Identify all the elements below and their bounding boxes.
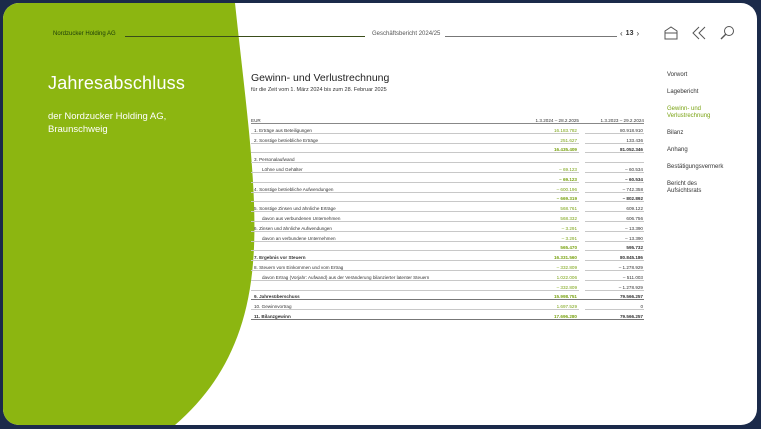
row-label: 6. Zinsen und ähnliche Aufwendungen	[251, 221, 509, 231]
table-row	[251, 153, 644, 163]
column-2024-header	[509, 109, 579, 124]
green-panel	[3, 3, 263, 425]
row-label	[251, 280, 509, 290]
column-2023-line2: – 29.2.2024	[619, 118, 644, 123]
column-2024-line1: 1.3.2024	[535, 118, 554, 123]
toc-item[interactable]: Bericht des Aufsichtsrats	[667, 181, 702, 194]
table-row	[251, 251, 644, 261]
value-2023: 79.566.257	[585, 310, 644, 320]
table-row	[251, 280, 644, 290]
double-chevron-left-icon[interactable]	[691, 25, 707, 41]
value-2024: – 69.123	[509, 172, 579, 182]
value-2024: – 332.809	[509, 261, 579, 271]
table-row	[251, 172, 644, 182]
value-2023: – 13.390	[585, 221, 644, 231]
value-2023: 606.756	[585, 212, 644, 222]
row-label	[251, 143, 509, 153]
table-row	[251, 212, 644, 222]
value-2023: 133.436	[585, 133, 644, 143]
company-name: Nordzucker Holding AG	[53, 31, 116, 37]
value-2023: – 60.534	[585, 172, 644, 182]
table-row	[251, 270, 644, 280]
value-2024: 565.470	[509, 241, 579, 251]
value-2024: 568.761	[509, 202, 579, 212]
chevron-left-icon[interactable]: ‹	[620, 29, 623, 38]
row-label: 10. Gewinnvortrag	[251, 300, 509, 310]
toc-item[interactable]: Vorwort	[667, 72, 688, 78]
value-2024	[509, 153, 579, 163]
value-2024: – 600.196	[509, 182, 579, 192]
value-2023: 79.566.257	[585, 290, 644, 300]
table-row	[251, 231, 644, 241]
table-row	[251, 192, 644, 202]
value-2024: 16.183.782	[509, 124, 579, 134]
table-row	[251, 310, 644, 320]
value-2023: 81.052.346	[585, 143, 644, 153]
table-row	[251, 182, 644, 192]
statement-title: Gewinn- und Verlustrechnung	[251, 72, 390, 84]
toc-item[interactable]: Bestätigungsvermerk	[667, 164, 724, 170]
row-label: Löhne und Gehälter	[251, 163, 509, 173]
value-2024: – 669.319	[509, 192, 579, 202]
toc-item[interactable]: Gewinn- und Verlustrechnung	[667, 106, 711, 119]
value-2023: – 13.390	[585, 231, 644, 241]
table-row	[251, 143, 644, 153]
section-subtitle: der Nordzucker Holding AG, Braunschweig	[48, 111, 167, 135]
page-frame	[3, 3, 757, 425]
value-2023: – 802.892	[585, 192, 644, 202]
value-2023: 595.732	[585, 241, 644, 251]
column-2023-line1: 1.3.2023	[600, 118, 619, 123]
row-label: 11. Bilanzgewinn	[251, 310, 509, 320]
header-divider	[445, 36, 617, 37]
row-label: davon Ertrag (Vorjahr: Aufwand) aus der Veränderung bilanzierter latenter Steuern	[251, 270, 509, 280]
value-2023: 609.122	[585, 202, 644, 212]
table-header	[251, 109, 644, 124]
statement-period: für die Zeit vom 1. März 2024 bis zum 28. Februar 2025	[251, 87, 387, 93]
value-2023: 80.845.186	[585, 251, 644, 261]
pager	[620, 29, 639, 38]
toc-item[interactable]: Bilanz	[667, 130, 684, 136]
table-row	[251, 261, 644, 271]
search-icon[interactable]	[719, 25, 735, 41]
value-2023	[585, 153, 644, 163]
table-row	[251, 202, 644, 212]
value-2023: – 511.003	[585, 270, 644, 280]
table-row	[251, 221, 644, 231]
value-2023: – 1.278.929	[585, 280, 644, 290]
section-title: Jahresabschluss	[48, 73, 186, 93]
row-label: 7. Ergebnis vor Steuern	[251, 251, 509, 261]
row-label: 2. Sonstige betriebliche Erträge	[251, 133, 509, 143]
value-2024: 1.697.529	[509, 300, 579, 310]
value-2024: 568.332	[509, 212, 579, 222]
chevron-right-icon[interactable]: ›	[636, 29, 640, 38]
row-label: 4. Sonstige betriebliche Aufwendungen	[251, 182, 509, 192]
value-2023: – 60.534	[585, 163, 644, 173]
value-2024: 16.331.560	[509, 251, 579, 261]
table-of-contents	[667, 72, 727, 205]
row-label: 3. Personalaufwand	[251, 153, 509, 163]
row-label	[251, 192, 509, 202]
value-2023: – 742.358	[585, 182, 644, 192]
value-2023: – 1.278.929	[585, 261, 644, 271]
unit-header: EUR	[251, 109, 509, 124]
value-2023: 80.918.910	[585, 124, 644, 134]
value-2024: 251.627	[509, 133, 579, 143]
value-2023: 0	[585, 300, 644, 310]
page-number: 13	[625, 30, 634, 37]
row-label	[251, 241, 509, 251]
row-label: davon aus verbundenen Unternehmen	[251, 212, 509, 222]
row-label: 5. Sonstige Zinsen und ähnliche Erträge	[251, 202, 509, 212]
table-row	[251, 133, 644, 143]
toolbar	[663, 25, 735, 41]
row-label: davon an verbundene Unternehmen	[251, 231, 509, 241]
table-row	[251, 241, 644, 251]
row-label: 1. Erträge aus Beteiligungen	[251, 124, 509, 134]
row-label: 9. Jahresüberschuss	[251, 290, 509, 300]
value-2024: – 69.123	[509, 163, 579, 173]
table-row	[251, 290, 644, 300]
table-row	[251, 163, 644, 173]
report-title: Geschäftsbericht 2024/25	[372, 31, 441, 37]
value-2024: – 3.291	[509, 221, 579, 231]
value-2024: – 3.291	[509, 231, 579, 241]
top-bar	[53, 29, 653, 43]
row-label	[251, 172, 509, 182]
value-2024: – 332.809	[509, 280, 579, 290]
value-2024: 15.998.751	[509, 290, 579, 300]
value-2024: 16.435.409	[509, 143, 579, 153]
income-statement-table	[251, 109, 644, 320]
header-divider	[125, 36, 365, 37]
home-icon[interactable]	[663, 25, 679, 41]
toc-item[interactable]: Anhang	[667, 147, 688, 153]
value-2024: 17.696.280	[509, 310, 579, 320]
row-label: 8. Steuern vom Einkommen und vom Ertrag	[251, 261, 509, 271]
toc-item[interactable]: Lagebericht	[667, 89, 699, 95]
column-2023-header	[585, 109, 644, 124]
column-2024-line2: – 28.2.2025	[554, 118, 579, 123]
table-row	[251, 124, 644, 134]
table-row	[251, 300, 644, 310]
value-2024: 1.022.006	[509, 270, 579, 280]
